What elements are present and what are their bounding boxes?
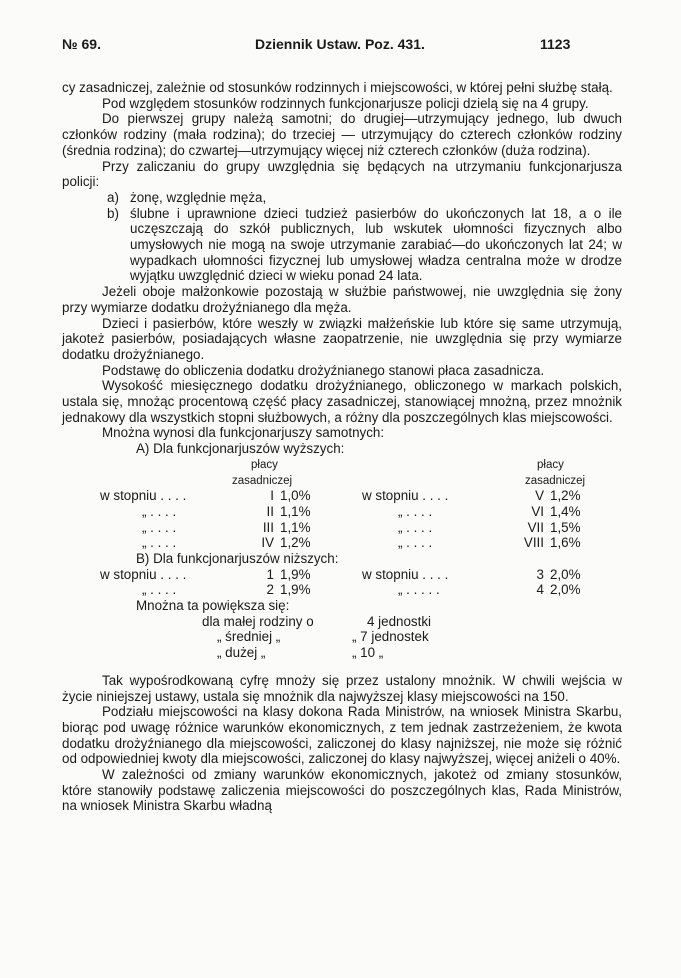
row-label: w stopniu . . . . bbox=[362, 488, 449, 504]
family-amount: „ 10 „ bbox=[352, 645, 384, 661]
grade: VI bbox=[531, 503, 544, 519]
subheading-a: A) Dla funkcjonarjuszów wyższych: bbox=[136, 441, 345, 457]
grade: III bbox=[262, 519, 274, 535]
column-caption bbox=[62, 473, 622, 489]
grade: VII bbox=[527, 519, 544, 535]
value: 1,6% bbox=[550, 535, 581, 551]
row-label: „ . . . . bbox=[142, 582, 177, 598]
family-amount: 4 jednostki bbox=[367, 613, 432, 629]
list-text: ślubne i uprawnione dzieci tudzież pasierbów do ukończonych lat 18, a o ile uczęszczają do szkół publicznych, lub wskutek ułomności fizycznych albo umysłowych nie mogą na swoje utrzymanie zarabiać—do ukończonych lat 24; w wypadkach ułomności fizycznej lub umysłowej władza centralna może w drodze wyjątku uwzględnić dzieci w wieku ponad 24 lata. bbox=[130, 205, 622, 284]
grade: IV bbox=[261, 535, 274, 551]
row-label: „ . . . . bbox=[398, 535, 433, 551]
caption-bottom-right: zasadniczej bbox=[525, 474, 586, 487]
value: 1,1% bbox=[280, 519, 311, 535]
multiplier-heading: Mnożna ta powiększa się: bbox=[136, 598, 290, 614]
list-text: żonę, względnie męża, bbox=[130, 189, 267, 205]
list-item bbox=[62, 206, 622, 285]
paragraph: Do pierwszej grupy należą samotni; do drugiej—utrzymujący jednego, lub dwuch członków rodziny (mała rodzina); do trzeciej — utrzymujący do czterech członków rodziny (średnia rodzina); do czwartej—utrzymujący więcej niż czterech członków (duża rodzina). bbox=[62, 111, 622, 158]
grade: 3 bbox=[536, 566, 544, 582]
value: 1,1% bbox=[280, 503, 311, 519]
family-amount: „ 7 jednostek bbox=[352, 629, 429, 645]
column-caption bbox=[62, 457, 622, 473]
paragraph: Pod względem stosunków rodzinnych funkcjonarjusze policji dzielą się na 4 grupy. bbox=[102, 95, 589, 111]
value: 1,2% bbox=[550, 488, 581, 504]
issue-number: № 69. bbox=[62, 36, 101, 52]
grade: VIII bbox=[523, 535, 544, 551]
table-row bbox=[62, 535, 622, 551]
row-label: „ . . . . bbox=[142, 535, 177, 551]
grade: I bbox=[270, 488, 274, 504]
value: 1,0% bbox=[280, 488, 311, 504]
journal-title: Dziennik Ustaw. Poz. 431. bbox=[255, 36, 425, 52]
table-row bbox=[62, 504, 622, 520]
value: 1,9% bbox=[280, 566, 311, 582]
family-row bbox=[62, 614, 622, 630]
grade: II bbox=[266, 503, 274, 519]
row-label: w stopniu . . . . bbox=[100, 488, 187, 504]
list-item bbox=[62, 190, 622, 206]
caption-bottom-left: zasadniczej bbox=[232, 474, 293, 487]
value: 1,4% bbox=[550, 503, 581, 519]
value: 1,2% bbox=[280, 535, 311, 551]
family-label: „ średniej „ bbox=[217, 629, 281, 645]
page-number: 1123 bbox=[540, 36, 571, 52]
grade: 2 bbox=[266, 582, 274, 598]
paragraph: W zależności od zmiany warunków ekonomicznych, jakoteż od zmiany stosunków, które stanowiły podstawę zaliczenia miejscowości do poszczególnych klas, Rada Ministrów, na wniosek Ministra Skarbu władną bbox=[62, 767, 622, 814]
row-label: „ . . . . bbox=[142, 503, 177, 519]
table-row bbox=[62, 488, 622, 504]
row-label: „ . . . . bbox=[398, 503, 433, 519]
paragraph: Mnożna wynosi dla funkcjonarjuszy samotnych: bbox=[102, 425, 385, 441]
paragraph: Jeżeli oboje małżonkowie pozostają w służbie państwowej, nie uwzględnia się żony przy wymiarze dodatku drożyźnianego dla męża. bbox=[62, 284, 622, 315]
paragraph: Tak wypośrodkowaną cyfrę mnoży się przez ustalony mnożnik. W chwili wejścia w życie niniejszej ustawy, ustala się mnożnik dla najwyższej klasy miejscowości na 150. bbox=[62, 672, 622, 704]
family-label: dla małej rodziny o bbox=[202, 613, 314, 629]
page-header bbox=[0, 36, 681, 58]
table-row bbox=[62, 520, 622, 536]
row-label: „ . . . . bbox=[398, 519, 433, 535]
table-row bbox=[62, 582, 622, 598]
family-label: „ dużej „ bbox=[217, 645, 266, 661]
value: 2,0% bbox=[550, 582, 581, 598]
table-row bbox=[62, 567, 622, 583]
paragraph: Podstawę do obliczenia dodatku drożyźnianego stanowi płaca zasadnicza. bbox=[102, 362, 545, 378]
family-row bbox=[62, 645, 622, 661]
list-label: b) bbox=[107, 205, 119, 221]
row-label: w stopniu . . . . bbox=[100, 566, 187, 582]
subheading-b: B) Dla funkcjonarjuszów niższych: bbox=[136, 551, 339, 566]
document-body bbox=[62, 80, 622, 814]
spacer bbox=[62, 661, 622, 673]
row-label: „ . . . . bbox=[142, 519, 177, 535]
grade: 4 bbox=[536, 582, 544, 598]
paragraph: Dzieci i pasierbów, które weszły w związki małżeńskie lub które się same utrzymują, jakoteż pasierbów, posiadających własne zaopatrzenie, nie uwzględnia się przy wymiarze dodatku drożyźnianego. bbox=[62, 315, 622, 362]
value: 2,0% bbox=[550, 566, 581, 582]
list-label: a) bbox=[107, 189, 119, 205]
caption-top-right: płacy bbox=[537, 458, 564, 471]
grade: V bbox=[535, 488, 544, 504]
paragraph: Przy zaliczaniu do grupy uwzględnia się będących na utrzymaniu funkcjonarjusza policji: bbox=[62, 158, 622, 190]
paragraph: Wysokość miesięcznego dodatku drożyźnianego, obliczonego w markach polskich, ustala się, mnożąc procentową część płacy zasadniczej, stanowiącej mnożną, przez mnożnik jednakowy dla wszystkich stopni służbowych, a różny dla poszczególnych klas miejscowości. bbox=[62, 378, 622, 425]
value: 1,5% bbox=[550, 519, 581, 535]
caption-top-left: płacy bbox=[251, 458, 278, 471]
value: 1,9% bbox=[280, 582, 311, 598]
family-row bbox=[62, 629, 622, 645]
paragraph: Podziału miejscowości na klasy dokona Rada Ministrów, na wniosek Ministra Skarbu, biorąc pod uwagę różnice warunków ekonomicznych, z tem jednak zastrzeżeniem, że kwota dodatku drożyźnianego dla miejscowości, zaliczonej do klasy najniższej, nie może się różnić od odpowiedniej kwoty dla miejscowości, zaliczonej do klasy najwyższej, więcej aniżeli o 40%. bbox=[62, 704, 622, 767]
grade: 1 bbox=[266, 566, 274, 582]
row-label: „ . . . . . bbox=[398, 582, 440, 598]
paragraph: cy zasadniczej, zależnie od stosunków rodzinnych i miejscowości, w której pełni służbę stałą. bbox=[62, 80, 613, 95]
row-label: w stopniu . . . . bbox=[362, 566, 449, 582]
